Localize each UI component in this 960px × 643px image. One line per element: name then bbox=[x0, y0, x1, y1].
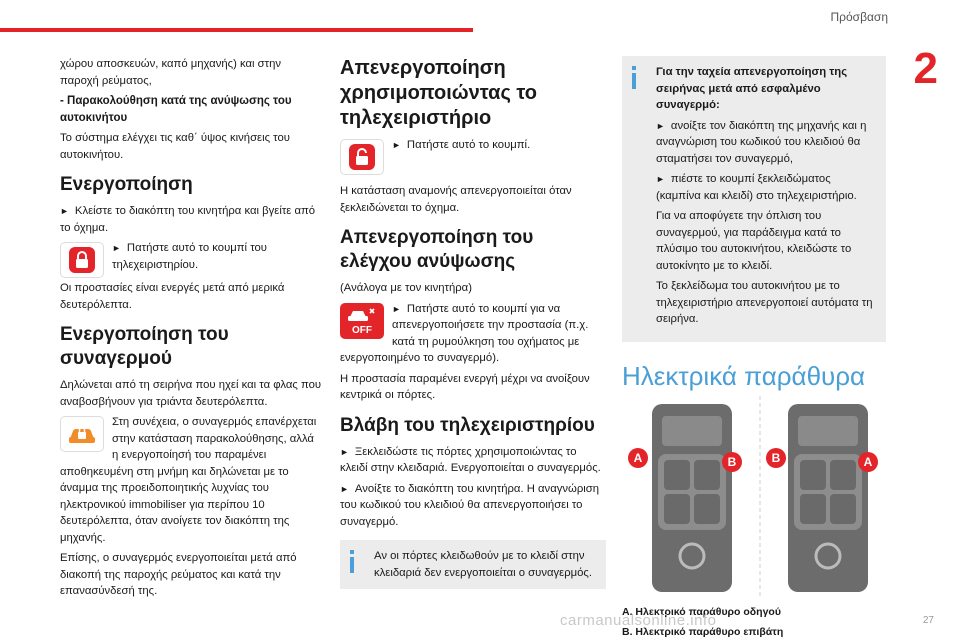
deactivation-text: Η κατάσταση αναμονής απενεργοποιείται όταν ξεκλειδώνεται το όχημα. bbox=[340, 185, 572, 214]
chapter-number: 2 bbox=[913, 44, 938, 93]
activation-heading: Ενεργοποίηση bbox=[60, 174, 193, 195]
intro-text: χώρου αποσκευών, καπό μηχανής) και στην παροχή ρεύματος, bbox=[60, 58, 282, 87]
lift-deactivation-step: ► Πατήστε αυτό το κουμπί για να απενεργοποιήσετε την προστασία (π.χ. κατά τη ρυμούλκηση του οχήματος με ενεργοποιημένο το συναγερμό). bbox=[340, 302, 589, 364]
lift-off-button-icon bbox=[340, 303, 384, 339]
alarm-text-3: Επίσης, ο συναγερμός ενεργοποιείται μετά από διακοπή της παροχής ρεύματος και κατά την επανασύνδεσή της. bbox=[60, 552, 297, 597]
step-arrow-icon: ► bbox=[60, 206, 69, 216]
siren-note-text-2: Το ξεκλείδωμα του αυτοκινήτου με το τηλεχειριστήριο απενεργοποιεί αυτόματα τη σειρήνα. bbox=[656, 280, 873, 325]
siren-note-text-1: Για να αποφύγετε την όπλιση του συναγερμού, για παράδειγμα κατά το πλύσιμο του αυτοκινήτου, κλειδώστε το αυτοκίνητο με το κλειδί. bbox=[656, 210, 852, 272]
key-lock-note: Αν οι πόρτες κλειδωθούν με το κλειδί στην κλειδαριά δεν ενεργοποιείται ο συναγερμός. bbox=[340, 540, 606, 589]
step-arrow-icon: ► bbox=[392, 140, 401, 150]
deactivation-remote-heading: Απενεργοποίηση χρησιμοποιώντας το τηλεχειριστήριο bbox=[340, 57, 537, 129]
lift-deactivation-text: Η προστασία παραμένει ενεργή μέχρι να ανοίξουν κεντρικά οι πόρτες. bbox=[340, 372, 590, 401]
window-switch-figures bbox=[622, 396, 886, 596]
column-3 bbox=[622, 56, 886, 643]
column-1 bbox=[60, 56, 322, 604]
window-switch-illustration bbox=[622, 396, 886, 596]
activation-result: Οι προστασίες είναι ενεργές μετά από μερικά δευτερόλεπτα. bbox=[60, 282, 285, 311]
fault-step-1: ► Ξεκλειδώστε τις πόρτες χρησιμοποιώντας το κλειδί στην κλειδαριά. Ενεργοποιείται ο συναγερμός. bbox=[340, 445, 601, 474]
callout-a-right: A bbox=[858, 452, 878, 472]
step-arrow-icon: ► bbox=[656, 174, 665, 184]
column-2 bbox=[340, 56, 606, 589]
caption-a: A. Ηλεκτρικό παράθυρο οδηγού bbox=[622, 606, 781, 618]
activation-step-1: ► Κλείστε το διακόπτη του κινητήρα και βγείτε από το όχημα. bbox=[60, 205, 316, 234]
alarm-warning-icon bbox=[60, 416, 104, 452]
lift-monitoring-heading: - Παρακολούθηση κατά της ανύψωσης του αυτοκινήτου bbox=[60, 95, 292, 124]
callout-b-right: B bbox=[766, 448, 786, 468]
lock-button-icon bbox=[60, 242, 104, 278]
callout-a-left: A bbox=[628, 448, 648, 468]
siren-note-bullet-1: ► ανοίξτε τον διακόπτη της μηχανής και η αναγνώριση του κωδικού του κλειδιού θα σταματήσει τον συναγερμό, bbox=[656, 119, 867, 165]
electric-windows-heading: Ηλεκτρικά παράθυρα bbox=[622, 360, 866, 391]
top-accent-bar bbox=[0, 28, 473, 32]
section-header: Πρόσβαση bbox=[830, 10, 888, 24]
caption-b: B. Ηλεκτρικό παράθυρο επιβάτη bbox=[622, 625, 784, 638]
fault-step-2: ► Ανοίξτε το διακόπτη του κινητήρα. Η αναγνώριση του κωδικού του κλειδιού θα απενεργοποιήσει το συναγερμό. bbox=[340, 482, 600, 528]
remote-fault-heading: Βλάβη του τηλεχειριστηρίου bbox=[340, 414, 595, 436]
callout-b-left: B bbox=[722, 452, 742, 472]
siren-note-bullet-2: ► πιέστε το κουμπί ξεκλειδώματος (καμπίνα και κλειδί) στο τηλεχειριστήριο. bbox=[656, 173, 857, 202]
step-arrow-icon: ► bbox=[112, 243, 121, 253]
info-icon bbox=[350, 550, 354, 573]
siren-note-title: Για την ταχεία απενεργοποίηση της σειρήνας μετά από εσφαλμένο συναγερμό: bbox=[656, 66, 848, 111]
step-arrow-icon: ► bbox=[340, 483, 349, 494]
step-arrow-icon: ► bbox=[340, 446, 349, 457]
alarm-text-2: Στη συνέχεια, ο συναγερμός επανέρχεται στην κατάσταση παρακολούθησης, αλλά η ενεργοποίησή του παραμένει αποθηκευμένη στη μνήμη και δηλώνεται με το άναμμα της προειδοποιητικής λυχνίας του ηλεκτρονικού immobiliser για περίπου 10 δευτερόλεπτα, όταν ανοίγετε τον διακόπτη της μηχανής. bbox=[60, 416, 317, 544]
page-number: 27 bbox=[922, 615, 934, 626]
alarm-trigger-heading: Ενεργοποίηση του συναγερμού bbox=[60, 324, 229, 369]
siren-note bbox=[622, 56, 886, 342]
watermark: carmanualsonline.info bbox=[560, 612, 717, 629]
svg-text:OFF: OFF bbox=[352, 324, 372, 336]
engine-dependency-note: (Ανάλογα με τον κινητήρα) bbox=[340, 282, 472, 294]
alarm-text-1: Δηλώνεται από τη σειρήνα που ηχεί και τα φλας που αναβοσβήνουν για τριάντα δευτερόλεπτα. bbox=[60, 379, 322, 408]
activation-step-2: ► Πατήστε αυτό το κουμπί του τηλεχειριστηρίου. bbox=[112, 242, 267, 271]
step-arrow-icon: ► bbox=[656, 120, 665, 131]
info-icon bbox=[632, 66, 636, 89]
unlock-button-icon bbox=[340, 139, 384, 175]
lift-monitoring-text: Το σύστημα ελέγχει τις καθ΄ ύψος κινήσεις του αυτοκινήτου. bbox=[60, 132, 290, 161]
step-arrow-icon: ► bbox=[392, 303, 401, 314]
lift-deactivation-heading: Απενεργοποίηση του ελέγχου ανύψωσης bbox=[340, 227, 534, 272]
deactivation-step: ► Πατήστε αυτό το κουμπί. bbox=[392, 139, 531, 151]
